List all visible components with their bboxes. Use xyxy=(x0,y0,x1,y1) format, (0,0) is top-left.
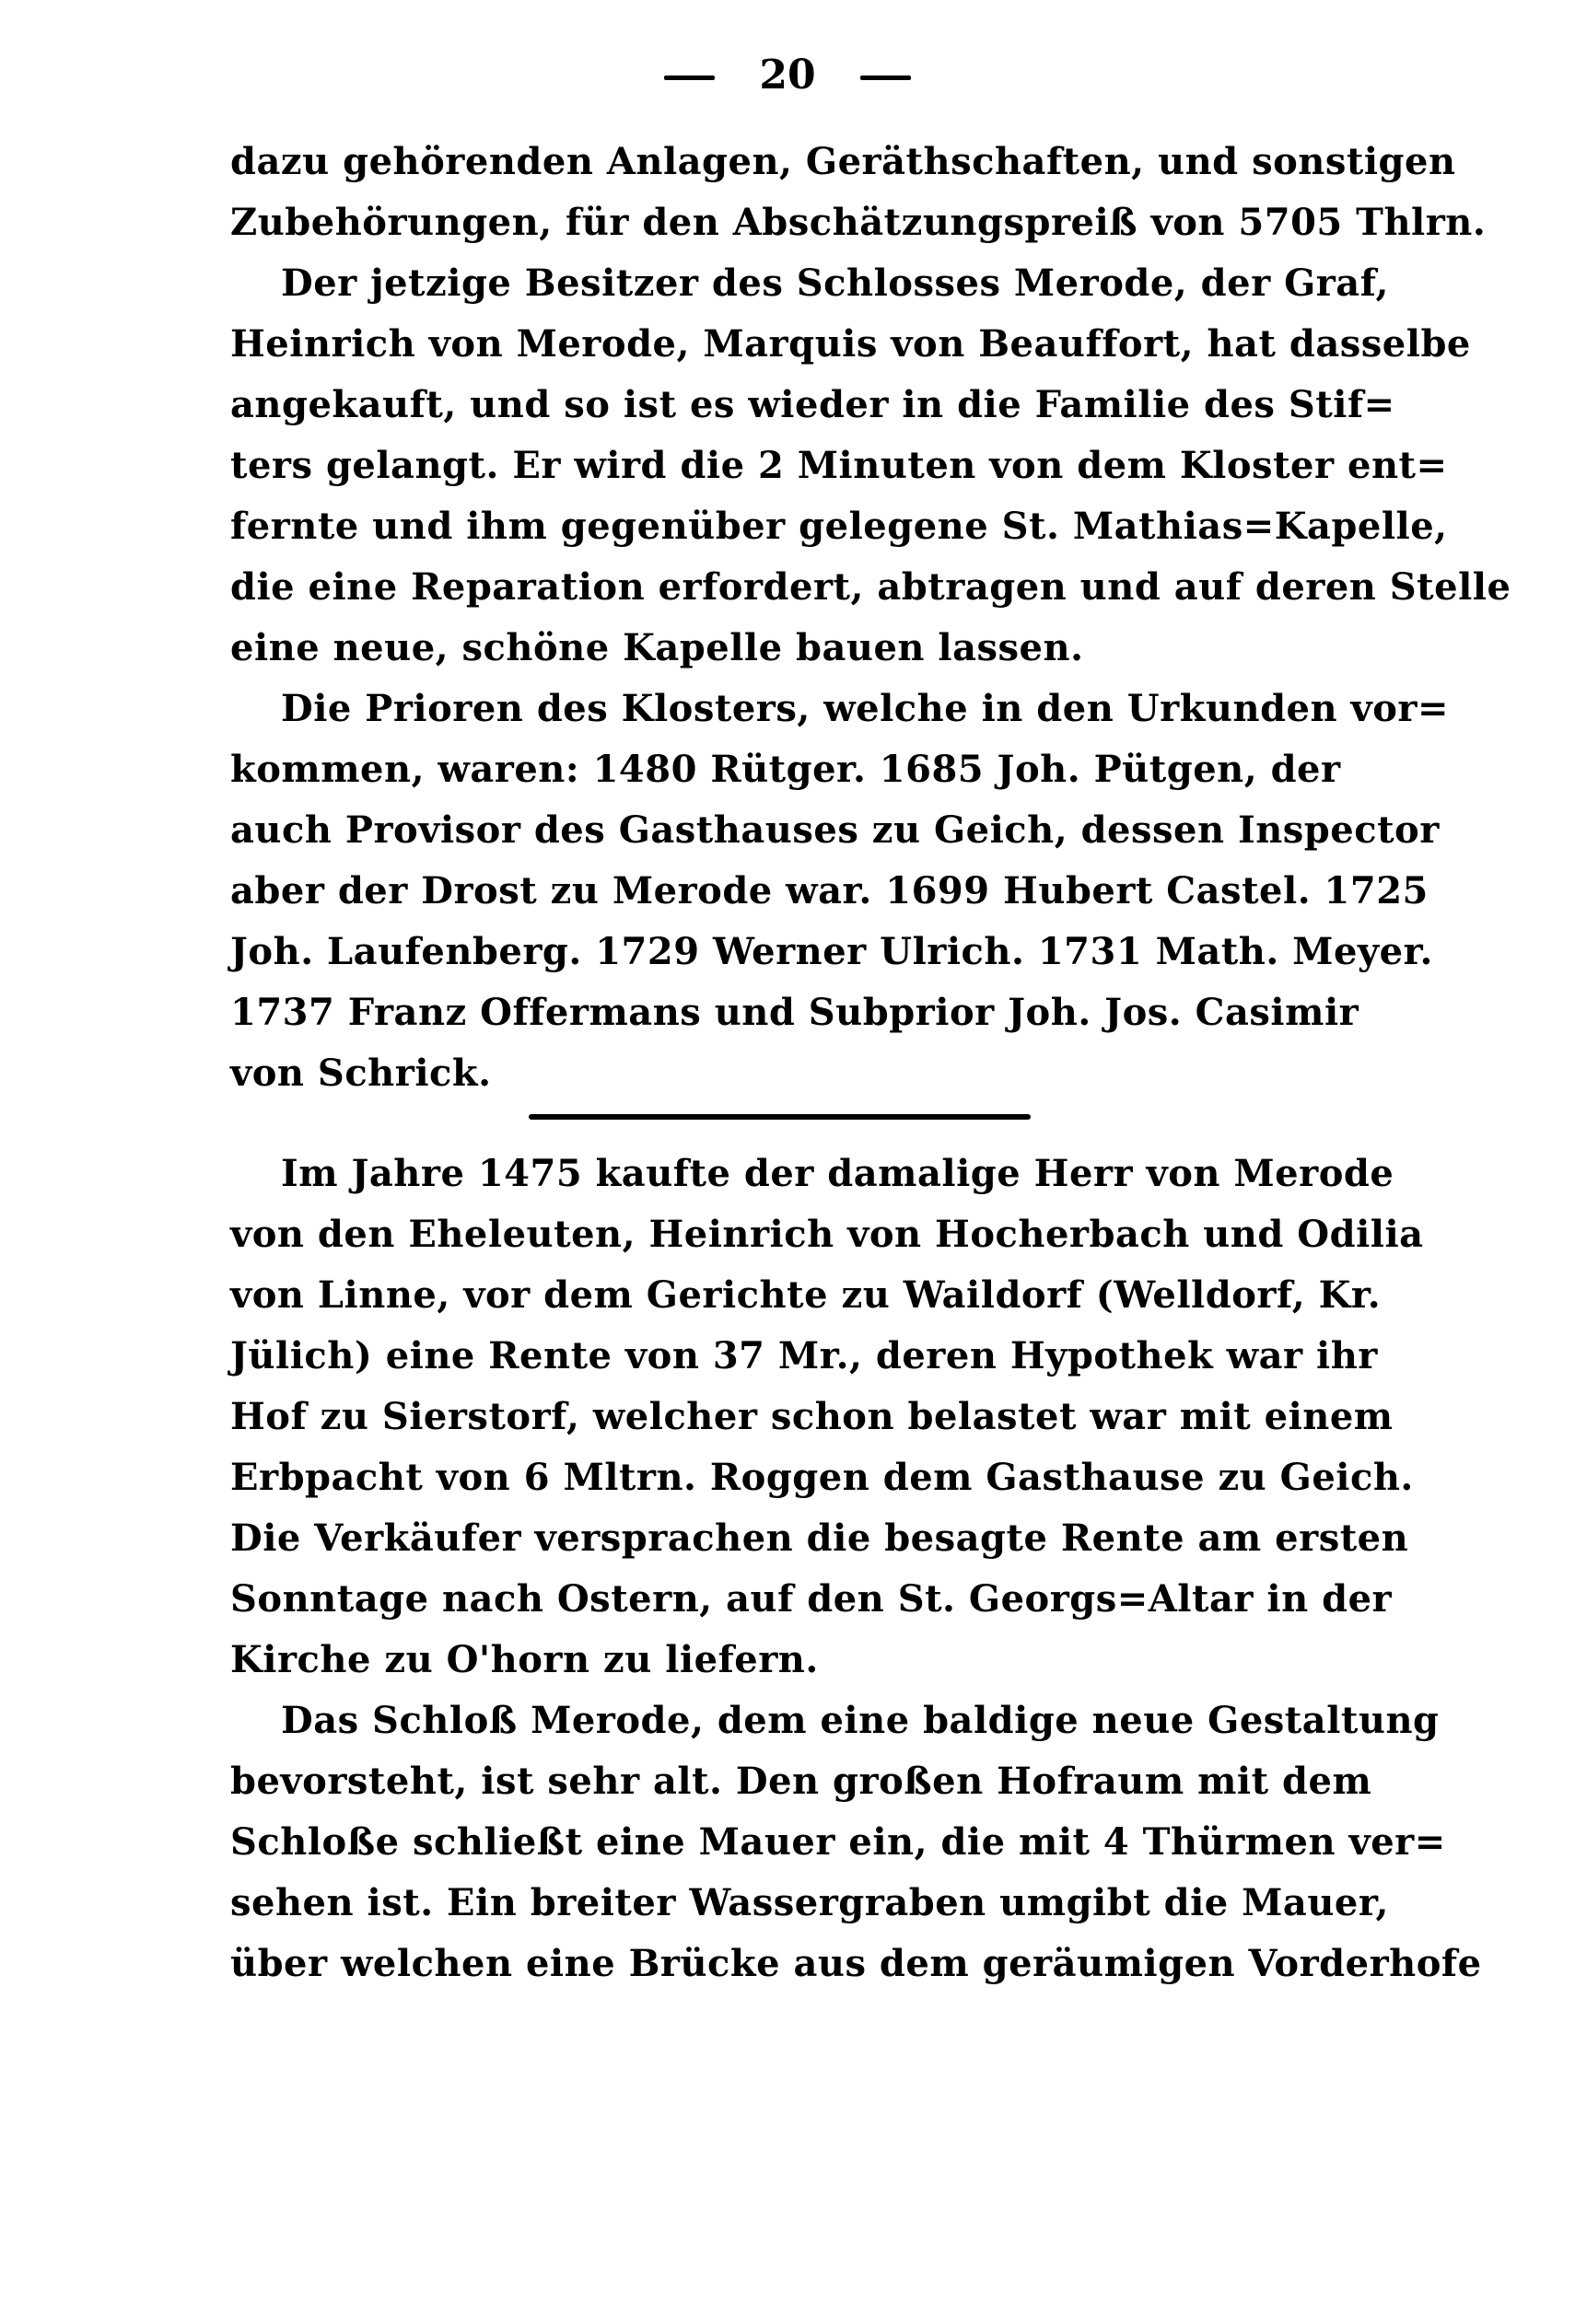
page-number-dash-right xyxy=(860,76,911,80)
text-line: Schloße schließt eine Mauer ein, die mit 4 Thürmen ver= xyxy=(230,1820,1446,1864)
text-line: aber der Drost zu Merode war. 1699 Hubert Castel. 1725 xyxy=(230,869,1429,912)
text-line: dazu gehörenden Anlagen, Geräthschaften, und sonstigen xyxy=(230,140,1456,183)
text-line: kommen, waren: 1480 Rütger. 1685 Joh. Pütgen, der xyxy=(230,748,1341,791)
text-line: fernte und ihm gegenüber gelegene St. Mathias=Kapelle, xyxy=(230,505,1448,548)
text-line: Jülich) eine Rente von 37 Mr., deren Hypothek war ihr xyxy=(230,1334,1378,1377)
text-line: 1737 Franz Offermans und Subprior Joh. Jos. Casimir xyxy=(230,991,1359,1034)
page-number xyxy=(0,48,1575,103)
section-divider-rule xyxy=(529,1114,1031,1120)
text-line: Die Prioren des Klosters, welche in den Urkunden vor= xyxy=(281,687,1450,730)
page-number-dash-left xyxy=(664,76,715,80)
text-line: sehen ist. Ein breiter Wassergraben umgibt die Mauer, xyxy=(230,1881,1389,1924)
text-section-2 xyxy=(230,1144,1482,1994)
page-number-value: 20 xyxy=(759,52,816,99)
text-line: Hof zu Sierstorf, welcher schon belastet war mit einem xyxy=(230,1395,1394,1438)
text-line: über welchen eine Brücke aus dem geräumigen Vorderhofe xyxy=(230,1942,1482,1985)
text-line: Die Verkäufer versprachen die besagte Rente am ersten xyxy=(230,1516,1409,1560)
text-line: eine neue, schöne Kapelle bauen lassen. xyxy=(230,626,1084,669)
text-line: ters gelangt. Er wird die 2 Minuten von dem Kloster ent= xyxy=(230,444,1448,487)
text-line: die eine Reparation erfordert, abtragen und auf deren Stelle xyxy=(230,565,1511,609)
text-line: von den Eheleuten, Heinrich von Hocherbach und Odilia xyxy=(230,1213,1424,1256)
text-line: von Schrick. xyxy=(230,1052,492,1095)
text-line: Das Schloß Merode, dem eine baldige neue Gestaltung xyxy=(281,1699,1440,1742)
text-line: Der jetzige Besitzer des Schlosses Merode, der Graf, xyxy=(281,261,1389,305)
text-line: Sonntage nach Ostern, auf den St. Georgs=Altar in der xyxy=(230,1577,1393,1621)
text-line: Erbpacht von 6 Mltrn. Roggen dem Gasthause zu Geich. xyxy=(230,1456,1414,1499)
text-line: angekauft, und so ist es wieder in die Familie des Stif= xyxy=(230,383,1395,426)
text-line: auch Provisor des Gasthauses zu Geich, dessen Inspector xyxy=(230,808,1440,852)
text-line: Heinrich von Merode, Marquis von Beauffort, hat dasselbe xyxy=(230,322,1471,366)
text-line: bevorsteht, ist sehr alt. Den großen Hofraum mit dem xyxy=(230,1760,1372,1803)
text-line: Im Jahre 1475 kaufte der damalige Herr von Merode xyxy=(281,1152,1394,1195)
text-line: Kirche zu O'horn zu liefern. xyxy=(230,1638,819,1681)
text-line: Zubehörungen, für den Abschätzungspreiß von 5705 Thlrn. xyxy=(230,201,1487,244)
text-line: Joh. Laufenberg. 1729 Werner Ulrich. 1731 Math. Meyer. xyxy=(230,930,1433,973)
text-line: von Linne, vor dem Gerichte zu Waildorf (Welldorf, Kr. xyxy=(230,1273,1382,1317)
text-section-1 xyxy=(230,132,1511,1104)
